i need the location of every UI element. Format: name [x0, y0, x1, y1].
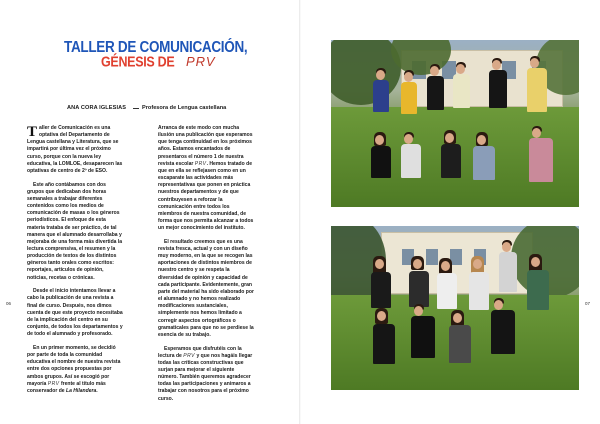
- paragraph: [158, 125, 254, 232]
- dropcap: T: [27, 124, 38, 140]
- page-number-left: 06: [6, 301, 12, 306]
- paragraph: [27, 125, 123, 175]
- text-column-1: [27, 125, 123, 401]
- paragraph-text: Arranca de este modo con mucha ilusión una publicación que esperamos que tenga continuidad en los próximos años. Estamos encantados de presentaros el número 1 de nuestra revista escolar: [158, 125, 253, 167]
- article-subtitle: GÉNESIS DE: [101, 54, 175, 71]
- paragraph-text: frente al título más conservador de: [27, 380, 106, 394]
- paragraph-text: .: [96, 387, 98, 394]
- prv-inline-logo: PRV: [183, 352, 196, 359]
- page-number-right: 07: [585, 301, 591, 306]
- paragraph-text: Esperamos que disfrutéis con la lectura de: [158, 345, 242, 359]
- paragraph: El resultado creemos que es una revista fresca, actual y con un diseño muy moderno, en la que se recogen las aportaciones de distintos miembros de nuestro centro y se respeta la diversidad de opinión y capacidad de cada participante. Evidentemente, gran parte del material ha sido elaborado por el alumnado y no hemos realizado modificaciones sustanciales, simplemente nos hemos limitado a corregir aspectos ortográficos o gramaticales para que no se perdiese la esencia de su trabajo.: [158, 238, 254, 338]
- prv-logo: PRV: [186, 54, 216, 69]
- text-column-2: [158, 125, 254, 409]
- prv-inline-logo: PRV: [47, 380, 60, 387]
- author-role: Profesora de Lengua castellana: [142, 105, 227, 111]
- paragraph-text: aller de Comunicación es una optativa del Departamento de Lengua castellana y Literatura, que se impartirá por última vez el próximo curso, porque con la nueva ley educativa, la LOMLOE, desaparecen las optativas de centro de 2º de ESO.: [27, 125, 123, 174]
- paragraph-text: . Hemos tratado de que en ella se reflejasen como en un escaparate las actividades más representativas que ponen en práctica nuestros departamentos y de que contribuyesen a reforzar la comunicación entre todos los miembros de nuestra comunidad, de forma que nos permita alcanzar a todos un mejor conocimiento del instituto.: [158, 160, 254, 232]
- paragraph: Desde el inicio intentamos llevar a cabo la publicación de una revista a final de curso. Después, nos dimos cuenta de que este proyecto necesitaba de la implicación del centro en su conjunto, de todos los departamentos y de todo el alumnado y profesorado.: [27, 288, 123, 338]
- article-title: TALLER DE COMUNICACIÓN,: [64, 38, 248, 56]
- paragraph: [158, 346, 254, 403]
- group-photo-2: [331, 226, 579, 390]
- prv-inline-logo: PRV: [194, 160, 207, 167]
- group-photo-1: [331, 40, 579, 207]
- author-name: ANA CORA IGLESIAS: [67, 105, 127, 111]
- paragraph-text: y que nos hagáis llegar todas las críticas constructivas que surjan para mejorar el siguiente número. También queremos agradecer todas las participaciones y animaros a trabajar con nosotros para el próximo curso.: [158, 352, 253, 402]
- author-separator: [133, 108, 139, 109]
- italic-title: La Hilandera: [66, 387, 97, 394]
- paragraph-text: En un primer momento, se decidió por parte de toda la comunidad educativa el nombre de nuestra revista entre dos opciones propuestas por ambos grupos. Así se escogió por mayoría: [27, 344, 121, 387]
- paragraph: [27, 345, 123, 395]
- paragraph: Este año contábamos con dos grupos que dedicaban dos horas semanales a trabajar diferentes contenidos como los medios de comunicación de masas o los géneros periodísticos. El enfoque de esta materia trataba de ser práctico, de tal manera que el alumnado desarrollaba y mejoraba de una forma más divertida la lectura comprensiva, el resumen y la producción de textos de los distintos géneros tanto orales como escritos: reportajes, artículos de opinión, noticias, recetas o crónicas.: [27, 181, 123, 281]
